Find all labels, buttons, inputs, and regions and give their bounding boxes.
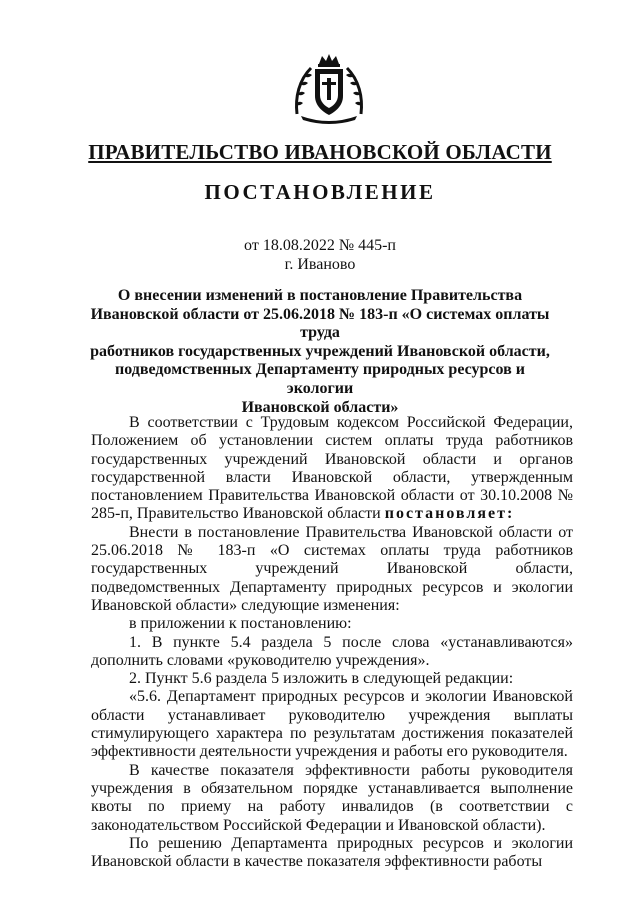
paragraph: 1. В пункте 5.4 раздела 5 после слова «устанавливаются» дополнить словами «руководителю учреждения».: [91, 633, 573, 669]
paragraph: 2. Пункт 5.6 раздела 5 изложить в следующей редакции:: [129, 670, 514, 688]
coat-of-arms-icon: [291, 52, 367, 126]
document-body: [91, 414, 573, 871]
paragraph: в приложении к постановлению:: [129, 615, 352, 633]
paragraph: По решению Департамента природных ресурсов и экологии Ивановской области в качестве показателя эффективности работы: [91, 834, 573, 871]
title-line: работников государственных учреждений Ивановской области,: [90, 342, 550, 360]
preamble-text: В соответствии с Трудовым кодексом Российской Федерации, Положением об установлении систем оплаты труда работников государственных учреждений Ивановской области и органов государственной власти Ивановской области, утвержденным постановлением Правительства Ивановской области от 30.10.2008 № 285-п, Правительство Ивановской области: [91, 414, 573, 523]
title-line: подведомственных Департаменту природных ресурсов и экологии: [115, 361, 525, 397]
government-name: ПРАВИТЕЛЬСТВО ИВАНОВСКОЙ ОБЛАСТИ: [88, 140, 552, 164]
city: г. Иваново: [284, 256, 356, 273]
document-type: ПОСТАНОВЛЕНИЕ: [204, 180, 436, 204]
paragraph-preamble: [91, 414, 573, 524]
document-meta: [0, 236, 640, 274]
paragraph: Внести в постановление Правительства Ивановской области от 25.06.2018 № 183-п «О системах оплаты труда работников государственных учреждений Ивановской области, подведомственных Департаменту природных ресурсов и экологии Ивановской области» следующие изменения:: [91, 523, 573, 614]
title-line: Ивановской области»: [241, 398, 399, 416]
document-title: [90, 287, 550, 417]
date-number: от 18.08.2022 № 445-п: [244, 237, 396, 254]
paragraph: В качестве показателя эффективности работы руководителя учреждения в обязательном порядке устанавливается выполнение квоты по приему на работу инвалидов (в соответствии с законодательством Российской Федерации и Ивановской области).: [91, 761, 573, 834]
title-line: О внесении изменений в постановление Правительства: [117, 287, 523, 304]
decree-word: постановляет:: [384, 505, 515, 523]
title-line: Ивановской области от 25.06.2018 № 183-п «О системах оплаты труда: [90, 305, 550, 342]
paragraph: «5.6. Департамент природных ресурсов и экологии Ивановской области устанавливает руководителю учреждения выплаты стимулирующего характера по результатам достижения показателей эффективности деятельности учреждения и работы его руководителя.: [91, 688, 573, 761]
